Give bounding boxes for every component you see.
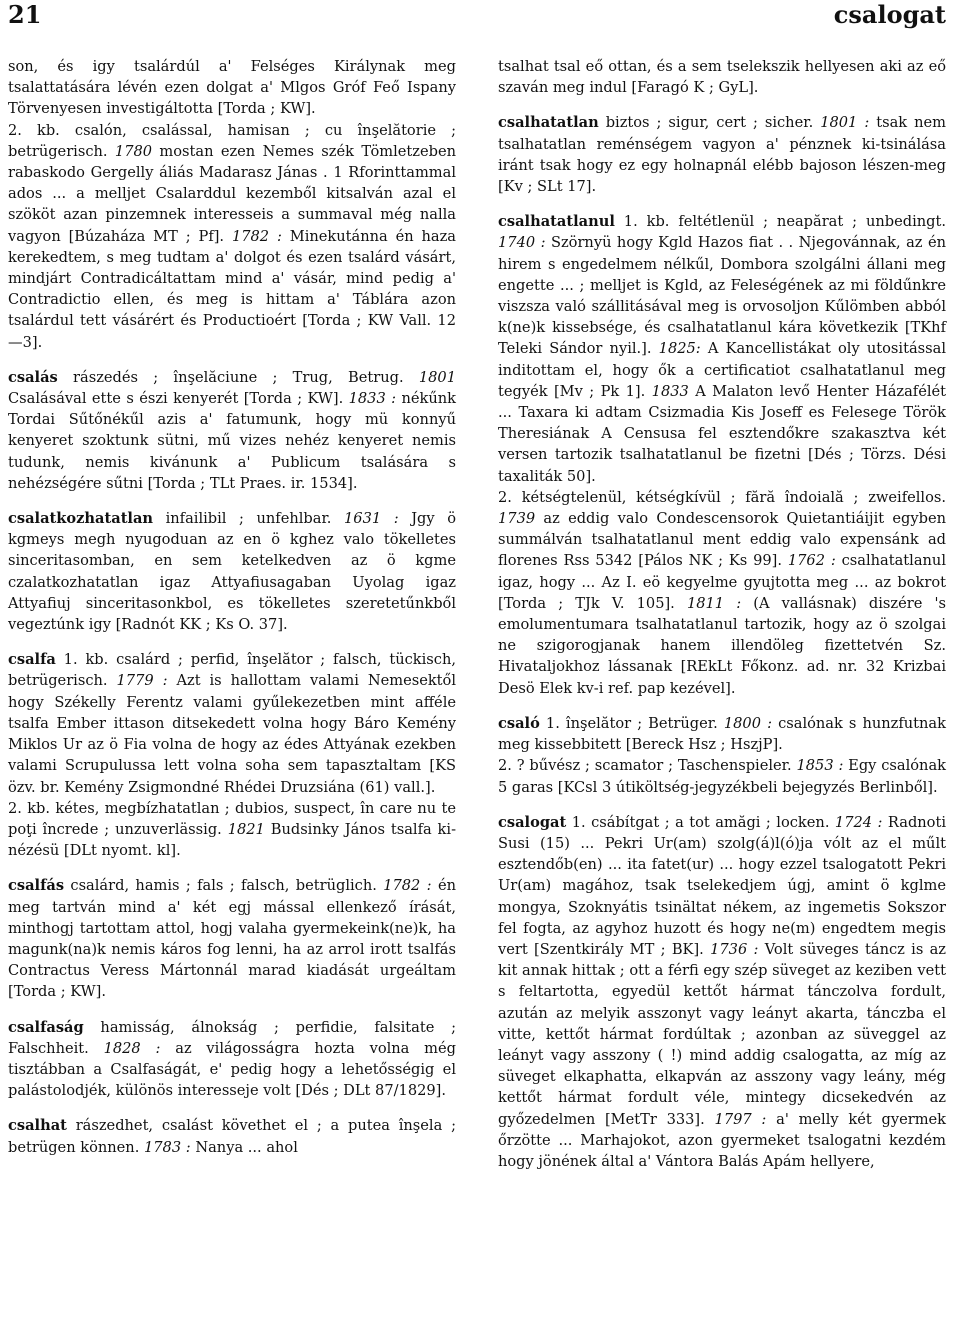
entry-paragraph xyxy=(8,1115,456,1157)
dictionary-entry xyxy=(8,649,456,861)
entry-text: A Malaton levő Henter Házafélét ... Taxara ki adtam Csizmadia Kis Joseff es Felesege Török Theresiának A Censusa fel esztendőkre szakasztva két versen tartozik tsalhatatlanul be fizetni [Dés ; Törzs. Dési taxaliták 50]. xyxy=(498,382,946,485)
entry-paragraph xyxy=(498,755,946,797)
dictionary-entry xyxy=(8,1017,456,1102)
page-number: 21 xyxy=(8,0,42,29)
dictionary-entry xyxy=(8,367,456,494)
entry-paragraph xyxy=(8,120,456,353)
entry-text: csalárd, hamis ; fals ; falsch, betrüglich. xyxy=(64,877,384,895)
entry-text: 1. csábítgat ; a tot amăgi ; locken. xyxy=(566,813,835,831)
entry-text: Azt is hallottam valami Nemesektől hogy Székelly Ferentz valami gyűlekezetben mint afféle tsalfa Ember ittason ditsekedett volna hogy Báro Kemény Miklos Ur az ö Fia volna de hogy az édes Attyának ezekben valami Scrupulussa lett volna soha sem tapasztaltam [KS özv. br. Kemény Zsigmondné Rhédei Druzsiána (61) vall.]. xyxy=(8,672,456,796)
entry-paragraph xyxy=(498,713,946,755)
citation-year: 1801 : xyxy=(820,114,870,132)
entry-text: csalhatatlanul igaz, hogy ... Az I. eö kegyelme gyujtotta meg ... az bokrot [Torda ; TJk V. 105]. xyxy=(498,552,946,612)
right-column xyxy=(498,56,946,1186)
citation-year: 1800 : xyxy=(723,714,772,732)
entry-text: az eddig valo Condescensorok Quietantiáijit egyben summálván tsalhatatlanul ment eddig valo expensánk ad florenes Rss 5342 [Pálos NK ; Ks 99]. xyxy=(498,510,946,570)
entry-text: Nanya ... ahol xyxy=(190,1138,298,1156)
headword: csalfás xyxy=(8,877,65,895)
citation-year: 1828 : xyxy=(103,1039,161,1057)
entry-paragraph xyxy=(8,798,456,862)
entry-text: Jgy ö kgmeys megh nyugoduan az en ö kghez valo tökelletes sinceritasomban, en sem ketelkedven az ö kgme czalatkozhatatlan igaz Attyafiusagaban Uyolag igaz Attyafiuj sinceritasonkbol, es tökelletes szeretetűnkből vegeztúnk igy [Radnót KK ; Ks O. 37]. xyxy=(8,510,456,634)
entry-text: Egy csalónak 5 garas [KCsl 3 útiköltség-jegyzékbeli bejegyzés Berlinből]. xyxy=(498,757,946,796)
dictionary-entry xyxy=(498,211,946,699)
citation-year: 1833 : xyxy=(348,390,397,408)
entry-paragraph xyxy=(8,875,456,1002)
citation-year: 1811 : xyxy=(686,594,742,612)
entry-text: tsalhat tsal eő ottan, és a sem tselekszik hellyesen aki az eő szaván meg indul [Faragó K ; GyL]. xyxy=(498,58,946,97)
entry-text: a' melly két gyermek őrzötte ... Marhajokot, azon gyermeket tsalogatni kezdém hogy jönének által a' Vántora Balás Apám hellyere, xyxy=(498,1110,947,1170)
entry-text: én meg tartván mind a' két egj mással ellenkező írását, minthogj tartottam attol, hogj valaha gyermekeink(ne)k, ha magunk(na)k nemis káros fog lenni, ha az arrol irott tsalfás Contractus Veress Mártonnál marad kiadását urgeáltam [Torda ; KW]. xyxy=(8,877,456,1001)
entry-text: tsak nem tsalhatatlan reménségem vagyon a' pénznek ki-tsinálása iránt tsak hogy ez egy holnapnál elébb bajoson lészen-meg [Kv ; SLt 17]. xyxy=(498,114,946,196)
dictionary-entry xyxy=(498,56,946,98)
citation-year: 1631 : xyxy=(344,510,399,528)
citation-year: 1821 xyxy=(227,820,265,838)
headword: csalhat xyxy=(8,1117,67,1135)
entry-text: rászedés ; înşelăciune ; Trug, Betrug. xyxy=(57,368,419,386)
entry-paragraph xyxy=(8,56,456,120)
citation-year: 1780 xyxy=(114,142,153,160)
citation-year: 1853 : xyxy=(796,757,844,775)
entry-paragraph xyxy=(8,508,456,635)
running-headword: csalogat xyxy=(833,0,946,29)
citation-year: 1736 : xyxy=(710,940,759,958)
dictionary-entry xyxy=(8,875,456,1002)
entry-text: nékűnk Tordai Sűtőnékűl azis a' fatumunk, hogy mü konnyű kenyeret szoktunk sütni, mű vizes nehéz kenyeret nemis tudunk, nemis kivánunk a' Publicum tsalására s nehézségére sűtni [Torda ; TLt Praes. ir. 1534]. xyxy=(8,390,456,492)
entry-paragraph xyxy=(498,487,946,699)
entry-paragraph xyxy=(8,649,456,797)
citation-year: 1782 : xyxy=(383,877,432,895)
entry-text: Szörnyü hogy Kgld Hazos fiat . . Njegovánnak, az én hirem s engedelmem nélkűl, Dombora szolgálni állani meg engette ... ; melljet is Kgld, az Feleségének az mi földűnkre viszsza való szállitásával meg is orvosoljon Kűlömben abból k(ne)k kissebsége, és csalhatatlanul kára következik [TKhf Teleki Sándor nyil.]. xyxy=(498,234,946,358)
entry-text: az világosságra hozta volna még tisztábban a Csalfaságát, e' pedig hogy a lehetősségig el palástolodjék, különös interesseje volt [Dés ; DLt 87/1829]. xyxy=(8,1039,456,1100)
citation-year: 1783 : xyxy=(143,1138,191,1156)
dictionary-entry xyxy=(498,112,946,197)
page-header xyxy=(0,0,960,40)
entry-text: infailibil ; unfehlbar. xyxy=(153,510,345,528)
headword: csalfa xyxy=(8,651,56,669)
headword: csalfaság xyxy=(8,1018,84,1036)
entry-text: 1. kb. csalárd ; perfid, înşelător ; falsch, tückisch, betrügerisch. xyxy=(8,651,456,690)
entry-text: Minekutánna én haza kerekedtem, s meg tudtam a' dolgot és ezen tsalárd vásárt, mindjárt Contradicáltattam mind a' vásár, mind pedig a' Contradictio ellen, és meg is hittam a' Táblára azon tsalárdul tett vásárért és Productioért [Torda ; KW Vall. 12—3]. xyxy=(8,227,456,351)
citation-year: 1833 xyxy=(651,382,689,400)
citation-year: 1724 : xyxy=(834,813,883,831)
entry-paragraph xyxy=(498,112,946,197)
entry-text: (A vallásnak) diszére 's emolumentumara tsalhatatlanul tartozik, hogy az ö szolgai ne szigorogjanak hanem illendöleg fizettetvén Sz. Hivataljokhoz lássanak [REkLt Főkonz. ad. nr. 32 Krizbai Desö Elek kv-i ref. pap kezével]. xyxy=(498,594,946,697)
dictionary-entry xyxy=(8,508,456,635)
dictionary-entry xyxy=(498,713,946,798)
headword: csalás xyxy=(8,368,58,386)
entry-text: 2. kb. kétes, megbízhatatlan ; dubios, suspect, în care nu te poţi încrede ; unzuverlässig. xyxy=(8,799,456,838)
citation-year: 1801 xyxy=(418,368,456,386)
entry-text: 2. ? bűvész ; scamator ; Taschenspieler. xyxy=(498,757,797,775)
entry-paragraph xyxy=(498,56,946,98)
entry-text: mostan ezen Nemes szék Tömletzeben rabaskodo Gergelly áliás Madarasz Jánas . 1 Rforinttammal ados ... a melljet Csalarddul kezemből kitsalván azal el szököt azan pinzemnek interesseis a summaval még nalla vagyon [Búzaháza MT ; Pf]. xyxy=(8,142,456,245)
entry-paragraph xyxy=(8,1017,456,1102)
entry-text: son, és igy tsalárdúl a' Felséges Királynak meg tsalattatására lévén ezen dolgat a' Mlgos Gróf Feő Ispany Törvenyesen investigáltotta [Torda ; KW]. xyxy=(8,58,456,118)
headword: csaló xyxy=(498,714,540,732)
citation-year: 1779 : xyxy=(116,672,168,690)
headword: csalogat xyxy=(498,813,567,831)
entry-text: 2. kétségtelenül, kétségkívül ; fără îndoială ; zweifellos. xyxy=(498,488,946,506)
entry-text: A Kancellistákat oly utositással inditottam el, hogy ők a certificatiot csalhatatlanul meg tegyék [Mv ; Pk 1]. xyxy=(498,340,946,400)
entry-paragraph xyxy=(8,367,456,494)
entry-text: Radnoti Susi (15) ... Pekri Ur(am) szolg(á)l(ó)ja vólt az el műlt esztendőb(en) ... ita fatet(ur) ... hogy ezzel tsalogatott Pekri Ur(am) magához, tsak tselekedjem úgj, amint ö kglme mongya, Szoknyátis tsinältat nékem, az ingemetis Sokszor fel fogta, az agyhoz huzott és hogy ne(m) engedtem megis vert [Szentkirály MT ; BK]. xyxy=(498,813,946,958)
citation-year: 1762 : xyxy=(787,552,836,570)
entry-text: Csalásával ette s észi kenyerét [Torda ; KW]. xyxy=(8,390,349,408)
entry-text: biztos ; sigur, cert ; sicher. xyxy=(598,114,821,132)
citation-year: 1797 : xyxy=(714,1110,767,1128)
dictionary-entry xyxy=(8,56,456,353)
citation-year: 1739 xyxy=(498,510,536,528)
citation-year: 1740 : xyxy=(498,234,546,252)
entry-paragraph xyxy=(498,812,946,1172)
dictionary-entry xyxy=(498,812,946,1172)
headword: csalhatatlan xyxy=(498,114,599,132)
headword: csalhatatlanul xyxy=(498,213,615,231)
citation-year: 1825: xyxy=(658,340,701,358)
entry-text: Budsinky János tsalfa ki-nézésü [DLt nyomt. kl]. xyxy=(8,820,456,860)
dictionary-entry xyxy=(8,1115,456,1157)
entry-text: 1. kb. feltétlenül ; neapărat ; unbedingt. xyxy=(614,213,946,231)
left-column xyxy=(8,56,456,1172)
entry-text: 2. kb. csalón, csalással, hamisan ; cu înşelătorie ; betrügerisch. xyxy=(8,121,456,160)
entry-text: hamisság, álnokság ; perfidie, falsitate ; Falschheit. xyxy=(8,1018,456,1057)
headword: csalatkozhatatlan xyxy=(8,510,154,528)
entry-text: rászedhet, csalást követhet el ; a putea înşela ; betrügen können. xyxy=(8,1117,456,1156)
entry-paragraph xyxy=(498,211,946,487)
entry-text: Volt süveges táncz is az kit annak hittak ; ott a férfi egy szép süveget az keziben vett s feltartotta, egyedül kettőt hármat tánczolva fordult, azután az melyik asszonyt vagy leányt akarta, tánczba el vitte, kettőt hármat fordúltak ; azonban az süveggel az leányt vagy asszony ( !) mind addig csalogatta, az míg az süveget elkaphatta, elkapván az asszony vagy leány, még kettőt hármat fordult véle, mintegy dicsekedvén az győzedelmen [MetTr 333]. xyxy=(498,940,946,1128)
entry-text: csalónak s hunzfutnak meg kissebbitett [Bereck Hsz ; HszjP]. xyxy=(498,714,946,754)
entry-text: 1. înşelător ; Betrüger. xyxy=(539,714,724,732)
citation-year: 1782 : xyxy=(231,227,282,245)
